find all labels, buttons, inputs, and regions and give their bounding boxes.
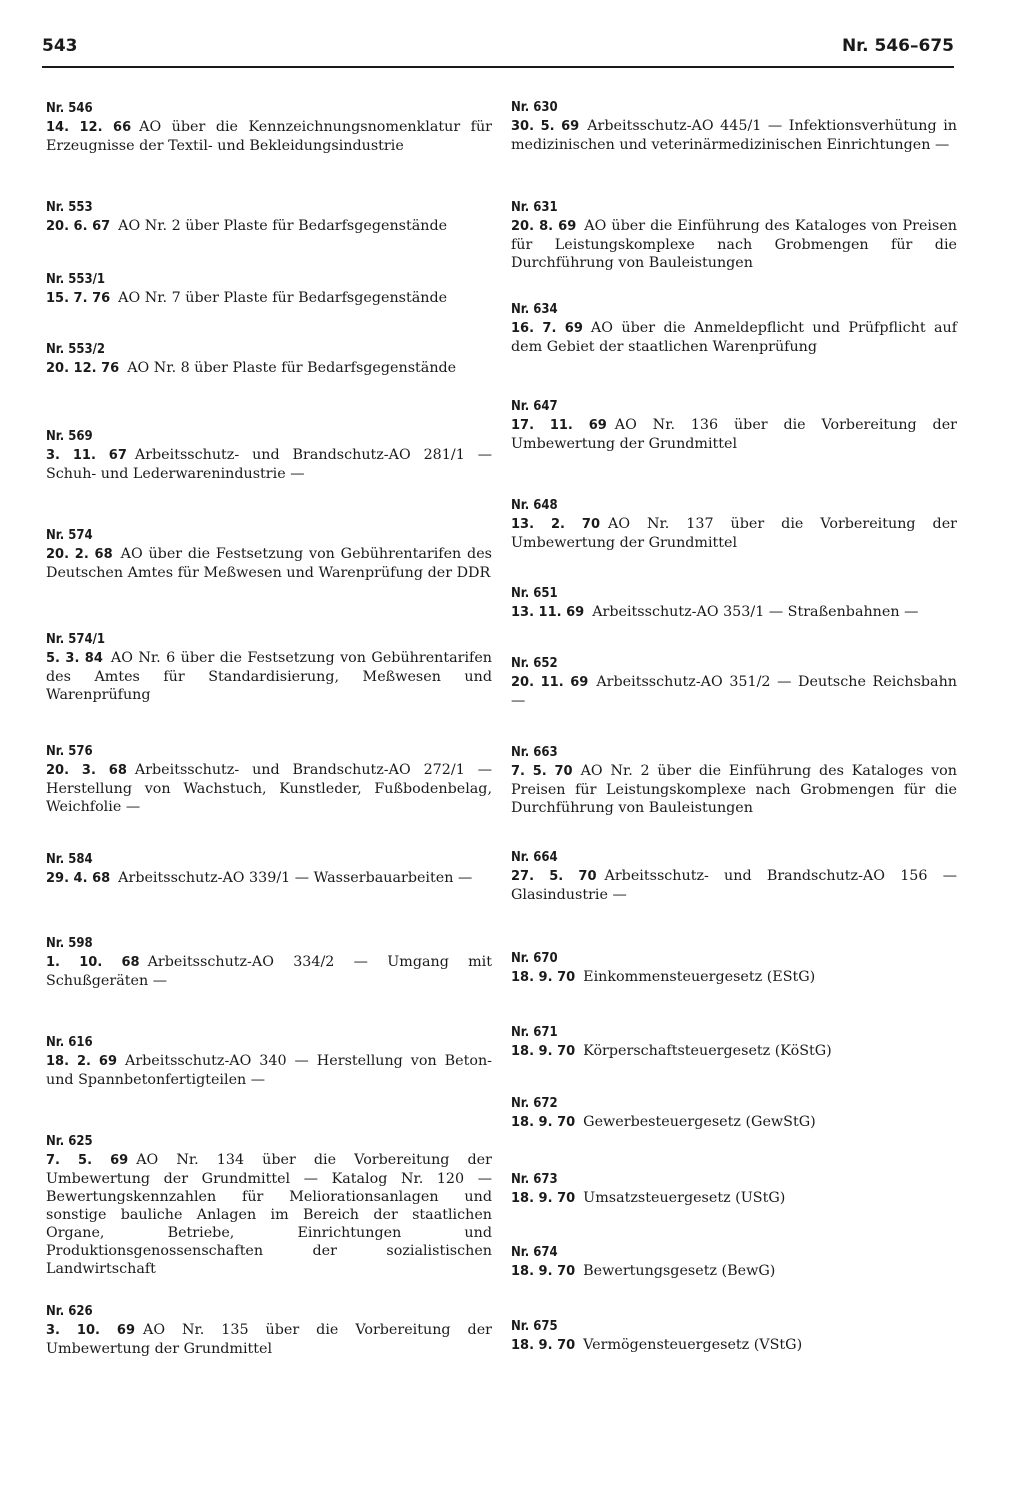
entry-date: 27. 5. 70 bbox=[511, 869, 597, 884]
entry-number: Nr. 631 bbox=[511, 200, 558, 215]
register-entry bbox=[46, 271, 492, 308]
entry-range: Nr. 546–675 bbox=[841, 36, 954, 56]
register-entry bbox=[46, 100, 492, 155]
entry-body bbox=[511, 1042, 957, 1061]
register-entry bbox=[46, 1303, 492, 1358]
entry-title: AO Nr. 6 über die Festsetzung von Gebührentarifen des Amtes für Standardisierung, Meßwesen und Warenprüfung bbox=[46, 650, 492, 703]
entry-number: Nr. 553 bbox=[46, 200, 93, 215]
entry-number: Nr. 651 bbox=[511, 586, 558, 601]
register-entry bbox=[511, 585, 957, 622]
entry-body bbox=[511, 762, 957, 817]
register-entry bbox=[511, 849, 957, 904]
entry-date: 20. 8. 69 bbox=[511, 219, 577, 234]
entry-title: Arbeitsschutz-AO 445/1 — Infektionsverhütung in medizinischen und veterinärmedizinischen Einrichtungen — bbox=[511, 118, 958, 153]
register-entry bbox=[511, 655, 957, 710]
entry-title: AO über die Festsetzung von Gebührentarifen des Deutschen Amtes für Meßwesen und Warenprüfung der DDR bbox=[46, 546, 492, 581]
entry-date: 18. 9. 70 bbox=[511, 1264, 576, 1279]
entry-number: Nr. 598 bbox=[46, 936, 93, 951]
entry-number: Nr. 652 bbox=[511, 656, 558, 671]
entry-body bbox=[511, 673, 957, 710]
entry-number: Nr. 663 bbox=[511, 745, 558, 760]
entry-date: 18. 9. 70 bbox=[511, 970, 576, 985]
entry-date: 18. 2. 69 bbox=[46, 1054, 117, 1069]
entry-date: 20. 12. 76 bbox=[46, 361, 120, 376]
register-entry bbox=[46, 527, 492, 582]
entry-date: 30. 5. 69 bbox=[511, 119, 580, 134]
register-entry bbox=[46, 428, 492, 483]
entry-number: Nr. 616 bbox=[46, 1035, 93, 1050]
entry-number: Nr. 671 bbox=[511, 1025, 558, 1040]
entry-number: Nr. 553/1 bbox=[46, 272, 106, 287]
entry-title: AO über die Anmeldepflicht und Prüfpflicht auf dem Gebiet der staatlichen Warenprüfung bbox=[511, 320, 958, 355]
register-entry bbox=[511, 398, 957, 453]
register-entry bbox=[46, 935, 492, 990]
entry-title: AO über die Einführung des Kataloges von Preisen für Leistungskomplexe nach Grobmengen für die Durchführung von Bauleistungen bbox=[511, 218, 958, 271]
register-entry bbox=[511, 1024, 957, 1061]
entry-body bbox=[511, 319, 957, 356]
entry-title: Arbeitsschutz- und Brandschutz-AO 156 — Glasindustrie — bbox=[511, 868, 957, 903]
entry-number: Nr. 672 bbox=[511, 1096, 558, 1111]
page-header bbox=[42, 36, 954, 66]
entry-body bbox=[46, 446, 492, 483]
entry-date: 3. 10. 69 bbox=[46, 1323, 135, 1338]
entry-title: AO Nr. 136 über die Vorbereitung der Umbewertung der Grundmittel bbox=[511, 417, 957, 452]
entry-number: Nr. 670 bbox=[511, 951, 558, 966]
entry-date: 20. 3. 68 bbox=[46, 763, 127, 778]
entry-body bbox=[511, 603, 957, 622]
entry-date: 18. 9. 70 bbox=[511, 1191, 576, 1206]
entry-title: Arbeitsschutz-AO 340 — Herstellung von Beton- und Spannbetonfertigteilen — bbox=[46, 1053, 493, 1088]
entry-number: Nr. 674 bbox=[511, 1245, 558, 1260]
entry-number: Nr. 664 bbox=[511, 850, 558, 865]
entry-date: 29. 4. 68 bbox=[46, 871, 111, 886]
entry-title: Gewerbesteuergesetz (GewStG) bbox=[583, 1114, 816, 1130]
entry-date: 18. 9. 70 bbox=[511, 1115, 576, 1130]
entry-number: Nr. 648 bbox=[511, 498, 558, 513]
entry-title: AO über die Kennzeichnungsnomenklatur für Erzeugnisse der Textil- und Bekleidungsindustrie bbox=[46, 119, 492, 154]
entry-date: 17. 11. 69 bbox=[511, 418, 607, 433]
register-entry bbox=[46, 743, 492, 816]
entry-title: Umsatzsteuergesetz (UStG) bbox=[583, 1190, 786, 1206]
entry-number: Nr. 647 bbox=[511, 399, 558, 414]
entry-date: 15. 7. 76 bbox=[46, 291, 111, 306]
register-entry bbox=[511, 199, 957, 272]
register-entry bbox=[511, 99, 957, 154]
entry-title: Einkommensteuergesetz (EStG) bbox=[583, 969, 816, 985]
entry-date: 1. 10. 68 bbox=[46, 955, 140, 970]
entry-date: 20. 11. 69 bbox=[511, 675, 589, 690]
entry-date: 20. 2. 68 bbox=[46, 547, 113, 562]
entry-number: Nr. 630 bbox=[511, 100, 558, 115]
entry-title: AO Nr. 8 über Plaste für Bedarfsgegenstände bbox=[127, 360, 457, 376]
entry-body bbox=[46, 1321, 492, 1358]
entry-body bbox=[46, 1052, 492, 1089]
entry-date: 13. 11. 69 bbox=[511, 605, 585, 620]
entry-body bbox=[511, 968, 957, 987]
entry-number: Nr. 584 bbox=[46, 852, 93, 867]
entry-body bbox=[511, 416, 957, 453]
entry-number: Nr. 673 bbox=[511, 1172, 558, 1187]
entry-date: 20. 6. 67 bbox=[46, 219, 111, 234]
register-entry bbox=[46, 341, 492, 378]
entry-body bbox=[511, 867, 957, 904]
register-entry bbox=[46, 1034, 492, 1089]
page-number: 543 bbox=[42, 36, 78, 56]
entry-date: 16. 7. 69 bbox=[511, 321, 583, 336]
register-entry bbox=[511, 950, 957, 987]
entry-body bbox=[46, 761, 492, 816]
entry-body bbox=[511, 117, 957, 154]
entry-date: 14. 12. 66 bbox=[46, 120, 132, 135]
entry-number: Nr. 576 bbox=[46, 744, 93, 759]
entry-number: Nr. 546 bbox=[46, 101, 93, 116]
entry-number: Nr. 553/2 bbox=[46, 342, 106, 357]
entry-title: AO Nr. 135 über die Vorbereitung der Umbewertung der Grundmittel bbox=[46, 1322, 492, 1357]
register-entry bbox=[46, 851, 492, 888]
register-entry bbox=[46, 631, 492, 704]
entry-body bbox=[46, 545, 492, 582]
entry-body bbox=[46, 118, 492, 155]
register-entry bbox=[511, 1095, 957, 1132]
entry-number: Nr. 574/1 bbox=[46, 632, 106, 647]
entry-number: Nr. 675 bbox=[511, 1319, 558, 1334]
entry-body bbox=[46, 217, 492, 236]
entry-body bbox=[46, 1151, 492, 1278]
register-entry bbox=[511, 1171, 957, 1208]
register-entry bbox=[511, 1318, 957, 1355]
entry-body bbox=[511, 515, 957, 552]
entry-date: 7. 5. 69 bbox=[46, 1153, 129, 1168]
entry-body bbox=[511, 1262, 957, 1281]
entry-number: Nr. 569 bbox=[46, 429, 93, 444]
register-entry bbox=[46, 1133, 492, 1278]
entry-title: AO Nr. 7 über Plaste für Bedarfsgegenstände bbox=[118, 290, 448, 306]
entry-title: Vermögensteuergesetz (VStG) bbox=[583, 1337, 803, 1353]
entry-body bbox=[46, 359, 492, 378]
entry-body bbox=[46, 649, 492, 704]
entry-title: AO Nr. 137 über die Vorbereitung der Umbewertung der Grundmittel bbox=[511, 516, 957, 551]
entry-number: Nr. 634 bbox=[511, 302, 558, 317]
entry-body bbox=[511, 217, 957, 272]
entry-title: Arbeitsschutz-AO 353/1 — Straßenbahnen — bbox=[592, 604, 919, 620]
entry-body bbox=[511, 1336, 957, 1355]
entry-title: Arbeitsschutz-AO 351/2 — Deutsche Reichsbahn — bbox=[511, 674, 957, 709]
entry-number: Nr. 626 bbox=[46, 1304, 93, 1319]
entry-date: 13. 2. 70 bbox=[511, 517, 600, 532]
entry-body bbox=[46, 953, 492, 990]
entry-title: AO Nr. 134 über die Vorbereitung der Umbewertung der Grundmittel — Katalog Nr. 120 — Bewertungskennzahlen für Meliorationsanlagen und sonstige bauliche Anlagen im Bereich der staatlichen Organe, Betriebe, Einrichtungen und Produktionsgenossenschaften der sozialistischen Landwirtschaft bbox=[46, 1152, 492, 1277]
entry-number: Nr. 625 bbox=[46, 1134, 93, 1149]
entry-body bbox=[46, 869, 492, 888]
header-rule bbox=[42, 66, 954, 68]
entry-title: Arbeitsschutz-AO 339/1 — Wasserbauarbeiten — bbox=[118, 870, 473, 886]
register-entry bbox=[511, 497, 957, 552]
register-entry bbox=[46, 199, 492, 236]
entry-body bbox=[46, 289, 492, 308]
entry-body bbox=[511, 1113, 957, 1132]
entry-body bbox=[511, 1189, 957, 1208]
entry-date: 18. 9. 70 bbox=[511, 1044, 576, 1059]
register-entry bbox=[511, 301, 957, 356]
entry-title: Arbeitsschutz-AO 334/2 — Umgang mit Schußgeräten — bbox=[46, 954, 492, 989]
entry-title: Körperschaftsteuergesetz (KöStG) bbox=[583, 1043, 832, 1059]
entry-title: Arbeitsschutz- und Brandschutz-AO 281/1 — Schuh- und Lederwarenindustrie — bbox=[46, 447, 492, 482]
entry-title: Bewertungsgesetz (BewG) bbox=[583, 1263, 776, 1279]
entry-number: Nr. 574 bbox=[46, 528, 93, 543]
entry-date: 5. 3. 84 bbox=[46, 651, 103, 666]
register-entry bbox=[511, 1244, 957, 1281]
entry-title: AO Nr. 2 über Plaste für Bedarfsgegenstände bbox=[118, 218, 448, 234]
register-entry bbox=[511, 744, 957, 817]
entry-title: AO Nr. 2 über die Einführung des Kataloges von Preisen für Leistungskomplexe nach Grobmengen für die Durchführung von Bauleistungen bbox=[511, 763, 957, 816]
entry-title: Arbeitsschutz- und Brandschutz-AO 272/1 — Herstellung von Wachstuch, Kunstleder, Fußbodenbelag, Weichfolie — bbox=[46, 762, 492, 815]
entry-date: 7. 5. 70 bbox=[511, 764, 573, 779]
entry-date: 18. 9. 70 bbox=[511, 1338, 576, 1353]
entry-date: 3. 11. 67 bbox=[46, 448, 127, 463]
